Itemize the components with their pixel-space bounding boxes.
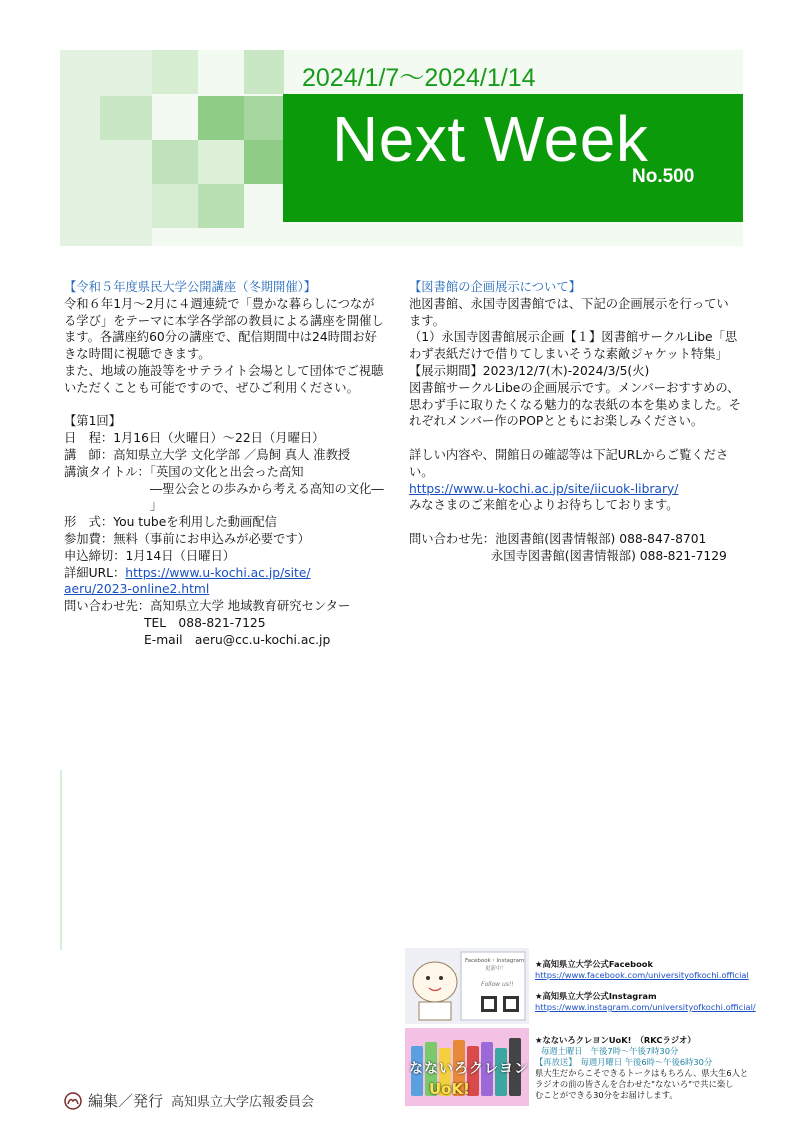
session-url-row: [64, 565, 390, 582]
university-logo-icon: [64, 1092, 82, 1110]
radio-schedule-2: 【再放送】 毎週月曜日 午後6時～午後6時30分: [535, 1057, 713, 1067]
radio-desc-line: ラジオの前の皆さんを合わせた"なないろ"で共に楽し: [535, 1079, 734, 1089]
session-deadline: 申込締切：1月14日（日曜日）: [64, 548, 236, 563]
crayon-uok: UoK!: [429, 1080, 470, 1098]
lecture-url-link[interactable]: https://www.u-kochi.ac.jp/site/: [125, 565, 311, 580]
session-title-line2: ―聖公会との歩みから考える高知の文化― 」: [150, 481, 384, 513]
lecture-title: 【令和５年度県民大学公開講座（冬期開催）】: [64, 280, 317, 294]
library-contact-1: 問い合わせ先：池図書館(図書情報部) 088-847-8701: [409, 531, 707, 546]
contact-email: E-mail aeru@cc.u-kochi.ac.jp: [144, 632, 331, 647]
contact-tel: TEL 088-821-7125: [144, 615, 266, 630]
library-contact-2: 永国寺図書館(図書情報部) 088-821-7129: [491, 548, 727, 563]
margin-line: [60, 770, 62, 950]
radio-desc-line: 県大生だからこそできるトークはもちろん、県大生6人と: [535, 1068, 749, 1078]
issue-number: No.500: [632, 166, 695, 187]
instagram-title: ★高知県立大学公式Instagram: [535, 991, 657, 1001]
sns-card-caption: Facebook・Instagram: [465, 958, 525, 964]
footer: [64, 1090, 314, 1111]
footer-label: 編集／発行: [88, 1094, 164, 1110]
facebook-title: ★高知県立大学公式Facebook: [535, 959, 653, 969]
library-details-line: 詳しい内容や、開館日の確認等は下記URLからご覧くださ: [409, 447, 729, 462]
session-format: 形 式：You tubeを利用した動画配信: [64, 515, 277, 530]
library-intro-line: 【展示期間】2023/12/7(木)-2024/3/5(火): [409, 363, 650, 378]
lecture-intro-line: いただくことも可能ですので、ぜひご利用ください。: [64, 380, 359, 395]
library-article: [409, 279, 744, 565]
library-intro-line: 思わず手に取りたくなる魅力的な表紙の本を集めました。そ: [409, 397, 742, 412]
session-fee: 参加費：無料（事前にお申込みが必要です）: [64, 531, 310, 546]
lecture-intro-line: ます。各講座約60分の講座で、配信期間中は24時間お好: [64, 330, 377, 345]
library-intro-line: ます。: [409, 313, 445, 328]
contact-row: [64, 598, 390, 615]
session-lecturer: 講 師：高知県立大学 文化学部 ／鳥飼 真人 准教授: [64, 447, 351, 462]
date-range: 2024/1/7～2024/1/14: [302, 64, 536, 92]
radio-schedule-1: 毎週土曜日 午後7時～午後7時30分: [541, 1046, 679, 1056]
lecture-intro-line: る学び」をテーマに本学各学部の教員による講座を開催し: [64, 313, 384, 328]
contact-label: 問い合わせ先：: [64, 599, 151, 614]
footer-publisher: 高知県立大学広報委員会: [171, 1094, 315, 1109]
sns-card-sub: 更新中！: [485, 966, 508, 972]
library-closing: みなさまのご来館を心よりお待ちしております。: [409, 498, 679, 513]
instagram-link[interactable]: https://www.instagram.com/universityofkochi.official/: [535, 1002, 756, 1012]
radio-title: ★なないろクレヨンUoK! （RKCラジオ）: [535, 1035, 696, 1045]
facebook-link[interactable]: https://www.facebook.com/universityofkochi.official: [535, 970, 749, 980]
library-details-line: い。: [409, 464, 434, 479]
library-title: 【図書館の企画展示について】: [409, 280, 581, 294]
url-label: 詳細URL：: [64, 565, 126, 580]
radio-image: [405, 1028, 529, 1106]
lecture-intro-line: きな時間に視聴できます。: [64, 347, 211, 362]
library-intro-line: 図書館サークルLibeの企画展示です。メンバーおすすめの、: [409, 380, 740, 395]
lecture-article: [64, 279, 390, 649]
session-title-line1: 講演タイトル：「英国の文化と出会った高知: [64, 464, 304, 479]
lecture-intro-line: 令和６年1月～2月に４週連続で「豊かな暮らしにつなが: [64, 296, 375, 311]
library-intro-line: わず表紙だけで借りてしまいそうな素敵ジャケット特集」: [409, 347, 728, 362]
lecture-intro-line: また、地域の施設等をサテライト会場として団体でご視聴: [64, 363, 384, 378]
newsletter-title: Next Week: [332, 103, 649, 175]
follow-us: Follow us!!: [481, 981, 514, 988]
radio-desc-line: むことができる30分をお届けします。: [535, 1090, 678, 1100]
session-heading: 【第1回】: [64, 414, 122, 429]
library-url-link[interactable]: https://www.u-kochi.ac.jp/site/iicuok-library/: [409, 481, 679, 496]
sns-block: [405, 945, 756, 1105]
session-schedule: 日 程：1月16日（火曜日）～22日（月曜日）: [64, 431, 325, 446]
sns-card-image: [405, 948, 529, 1024]
lecture-url-link-cont[interactable]: aeru/2023-online2.html: [64, 582, 210, 597]
crayon-text: なないろクレヨン: [409, 1061, 529, 1077]
library-intro-line: 池図書館、永国寺図書館では、下記の企画展示を行ってい: [409, 296, 729, 311]
contact-org: 高知県立大学 地域教育研究センター: [150, 599, 351, 614]
library-intro-line: （1）永国寺図書館展示企画【１】図書館サークルLibe「思: [409, 330, 738, 345]
library-intro-line: れぞれメンバー作のPOPとともにお楽しみください。: [409, 414, 704, 429]
